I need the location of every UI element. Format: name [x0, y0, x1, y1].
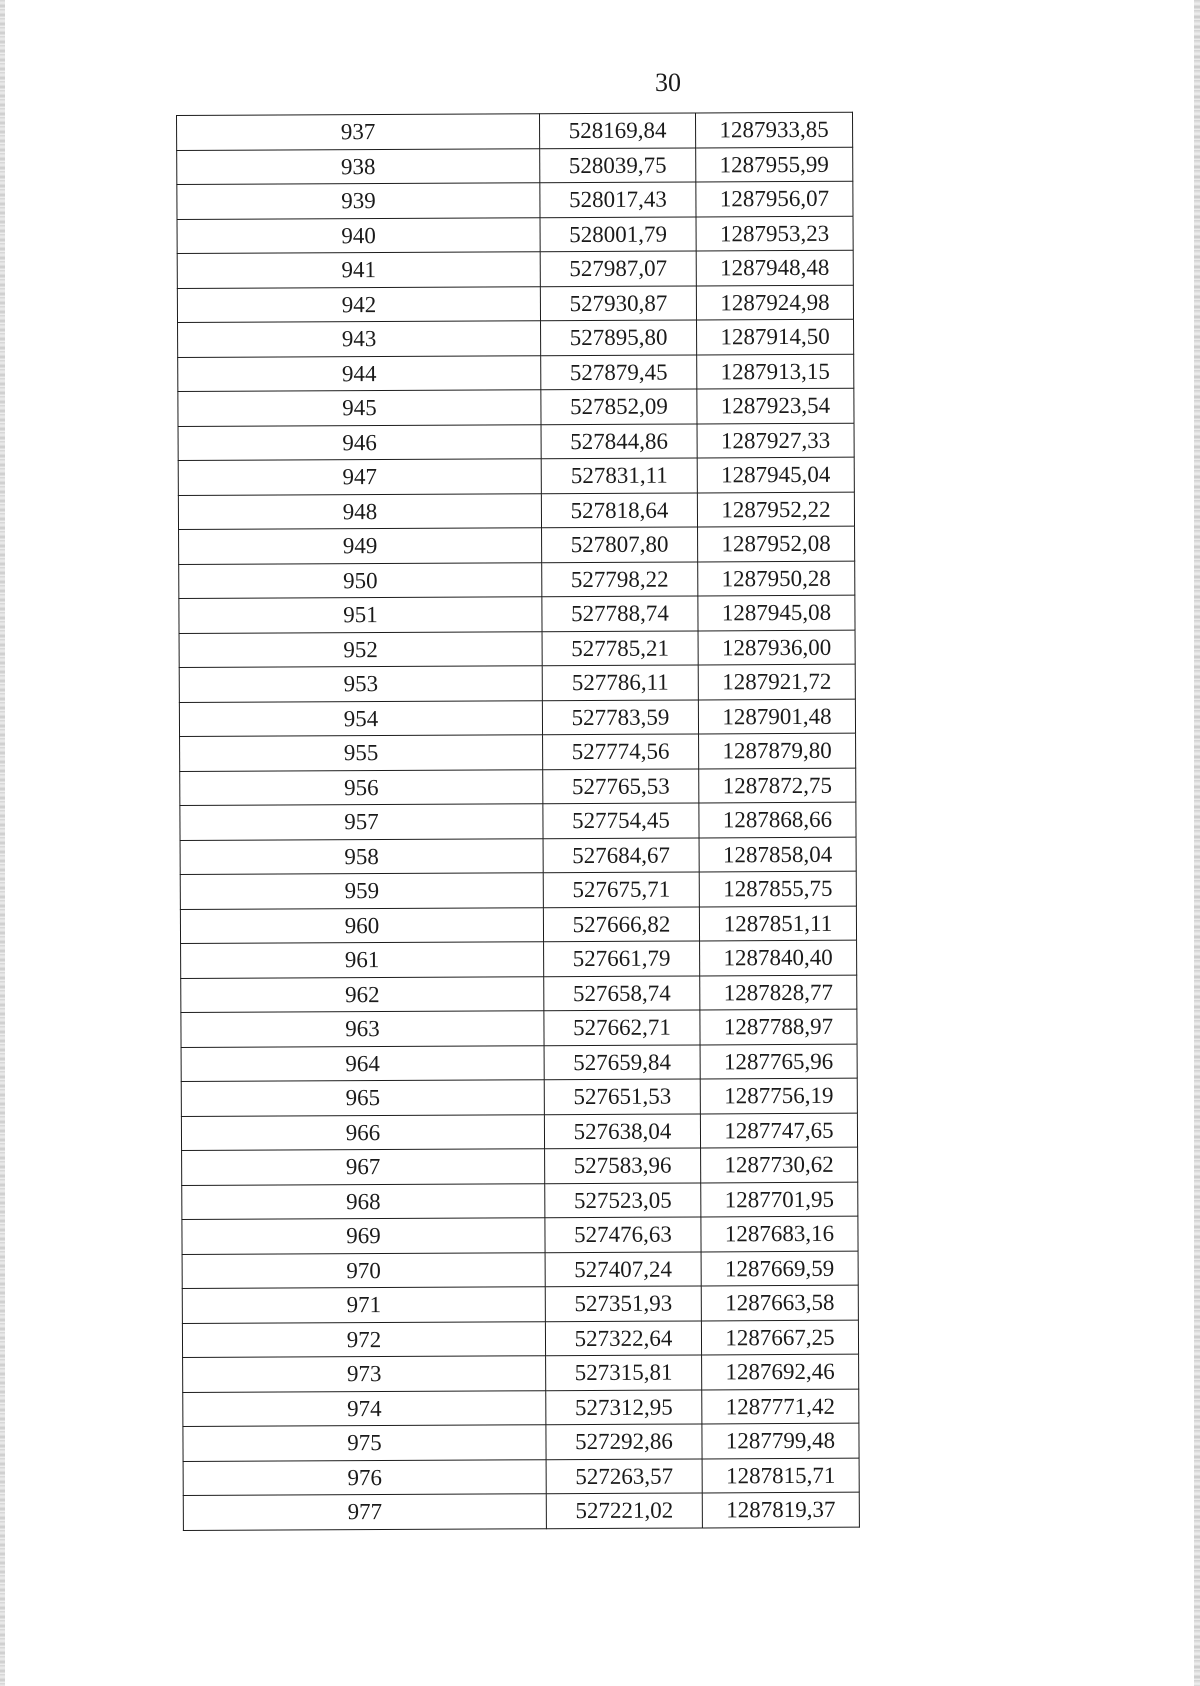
- x-coordinate-cell: 527675,71: [543, 872, 699, 907]
- x-coordinate-cell: 527774,56: [543, 734, 699, 769]
- table-row: [182, 1251, 858, 1289]
- point-number-cell: 947: [178, 459, 541, 495]
- point-number-cell: 944: [178, 355, 541, 391]
- table-row: [179, 699, 855, 737]
- table-row: [181, 1078, 857, 1116]
- point-number-cell: 965: [181, 1080, 544, 1116]
- point-number-cell: 943: [178, 321, 541, 357]
- x-coordinate-cell: 527312,95: [546, 1389, 702, 1424]
- y-coordinate-cell: 1287956,07: [696, 181, 853, 216]
- x-coordinate-cell: 527292,86: [546, 1424, 702, 1459]
- x-coordinate-cell: 527783,59: [542, 699, 698, 734]
- table-row: [183, 1458, 859, 1496]
- table-row: [183, 1492, 859, 1530]
- point-number-cell: 937: [177, 114, 540, 150]
- point-number-cell: 949: [179, 528, 542, 564]
- y-coordinate-cell: 1287855,75: [699, 871, 856, 906]
- y-coordinate-cell: 1287953,23: [696, 216, 853, 251]
- x-coordinate-cell: 527807,80: [542, 527, 698, 562]
- x-coordinate-cell: 527666,82: [543, 906, 699, 941]
- table-row: [181, 975, 857, 1013]
- y-coordinate-cell: 1287913,15: [697, 354, 854, 389]
- table-row: [181, 940, 857, 978]
- y-coordinate-cell: 1287851,11: [699, 906, 856, 941]
- table-row: [179, 561, 855, 599]
- point-number-cell: 973: [183, 1356, 546, 1392]
- y-coordinate-cell: 1287747,65: [700, 1113, 857, 1148]
- x-coordinate-cell: 527638,04: [544, 1113, 700, 1148]
- x-coordinate-cell: 527879,45: [541, 354, 697, 389]
- x-coordinate-cell: 527987,07: [540, 251, 696, 286]
- y-coordinate-cell: 1287936,00: [698, 630, 855, 665]
- point-number-cell: 955: [180, 735, 543, 771]
- y-coordinate-cell: 1287933,85: [695, 112, 852, 147]
- y-coordinate-cell: 1287921,72: [698, 664, 855, 699]
- y-coordinate-cell: 1287950,28: [698, 561, 855, 596]
- y-coordinate-cell: 1287872,75: [699, 768, 856, 803]
- table-row: [178, 492, 854, 530]
- y-coordinate-cell: 1287701,95: [701, 1182, 858, 1217]
- y-coordinate-cell: 1287788,97: [700, 1009, 857, 1044]
- x-coordinate-cell: 527818,64: [541, 492, 697, 527]
- point-number-cell: 945: [178, 390, 541, 426]
- coordinates-table-body: [177, 112, 860, 1530]
- table-row: [180, 871, 856, 909]
- y-coordinate-cell: 1287663,58: [701, 1285, 858, 1320]
- table-row: [180, 733, 856, 771]
- table-row: [178, 423, 854, 461]
- y-coordinate-cell: 1287828,77: [700, 975, 857, 1010]
- x-coordinate-cell: 527221,02: [546, 1493, 702, 1528]
- x-coordinate-cell: 527852,09: [541, 389, 697, 424]
- scan-edge-right: [1194, 0, 1200, 1686]
- point-number-cell: 957: [180, 804, 543, 840]
- point-number-cell: 966: [181, 1114, 544, 1150]
- x-coordinate-cell: 527476,63: [545, 1217, 701, 1252]
- x-coordinate-cell: 527662,71: [544, 1010, 700, 1045]
- point-number-cell: 951: [179, 597, 542, 633]
- point-number-cell: 959: [180, 873, 543, 909]
- point-number-cell: 969: [182, 1218, 545, 1254]
- point-number-cell: 964: [181, 1045, 544, 1081]
- x-coordinate-cell: 527263,57: [546, 1458, 702, 1493]
- y-coordinate-cell: 1287923,54: [697, 388, 854, 423]
- x-coordinate-cell: 527659,84: [544, 1044, 700, 1079]
- table-row: [177, 250, 853, 288]
- table-row: [182, 1182, 858, 1220]
- point-number-cell: 948: [178, 493, 541, 529]
- y-coordinate-cell: 1287945,08: [698, 595, 855, 630]
- y-coordinate-cell: 1287692,46: [702, 1354, 859, 1389]
- x-coordinate-cell: 527322,64: [545, 1320, 701, 1355]
- x-coordinate-cell: 527930,87: [540, 285, 696, 320]
- point-number-cell: 976: [183, 1459, 546, 1495]
- table-row: [180, 802, 856, 840]
- point-number-cell: 972: [182, 1321, 545, 1357]
- x-coordinate-cell: 527661,79: [544, 941, 700, 976]
- point-number-cell: 970: [182, 1252, 545, 1288]
- x-coordinate-cell: 527786,11: [542, 665, 698, 700]
- x-coordinate-cell: 527785,21: [542, 630, 698, 665]
- x-coordinate-cell: 527788,74: [542, 596, 698, 631]
- y-coordinate-cell: 1287955,99: [696, 147, 853, 182]
- point-number-cell: 963: [181, 1011, 544, 1047]
- x-coordinate-cell: 528001,79: [540, 216, 696, 251]
- y-coordinate-cell: 1287815,71: [702, 1458, 859, 1493]
- table-row: [179, 630, 855, 668]
- x-coordinate-cell: 527651,53: [544, 1079, 700, 1114]
- point-number-cell: 938: [177, 148, 540, 184]
- y-coordinate-cell: 1287819,37: [702, 1492, 859, 1527]
- point-number-cell: 941: [177, 252, 540, 288]
- table-row: [181, 1044, 857, 1082]
- x-coordinate-cell: 527523,05: [545, 1182, 701, 1217]
- table-row: [179, 664, 855, 702]
- table-row: [183, 1389, 859, 1427]
- x-coordinate-cell: 528039,75: [540, 147, 696, 182]
- point-number-cell: 954: [179, 700, 542, 736]
- x-coordinate-cell: 527765,53: [543, 768, 699, 803]
- y-coordinate-cell: 1287879,80: [699, 733, 856, 768]
- table-row: [180, 837, 856, 875]
- y-coordinate-cell: 1287683,16: [701, 1216, 858, 1251]
- page-number: 30: [655, 68, 681, 97]
- y-coordinate-cell: 1287730,62: [701, 1147, 858, 1182]
- y-coordinate-cell: 1287858,04: [699, 837, 856, 872]
- point-number-cell: 968: [182, 1183, 545, 1219]
- y-coordinate-cell: 1287948,48: [696, 250, 853, 285]
- y-coordinate-cell: 1287945,04: [697, 457, 854, 492]
- point-number-cell: 962: [181, 976, 544, 1012]
- table-row: [178, 388, 854, 426]
- y-coordinate-cell: 1287927,33: [697, 423, 854, 458]
- table-row: [179, 595, 855, 633]
- table-row: [177, 147, 853, 185]
- x-coordinate-cell: 528017,43: [540, 182, 696, 217]
- x-coordinate-cell: 527658,74: [544, 975, 700, 1010]
- point-number-cell: 958: [180, 838, 543, 874]
- point-number-cell: 960: [180, 907, 543, 943]
- table-row: [178, 354, 854, 392]
- table-row: [183, 1354, 859, 1392]
- point-number-cell: 971: [182, 1287, 545, 1323]
- table-row: [177, 112, 853, 150]
- y-coordinate-cell: 1287667,25: [701, 1320, 858, 1355]
- x-coordinate-cell: 527844,86: [541, 423, 697, 458]
- point-number-cell: 953: [179, 666, 542, 702]
- x-coordinate-cell: 527684,67: [543, 837, 699, 872]
- y-coordinate-cell: 1287765,96: [700, 1044, 857, 1079]
- table-row: [180, 906, 856, 944]
- table-row: [182, 1320, 858, 1358]
- table-row: [182, 1216, 858, 1254]
- y-coordinate-cell: 1287901,48: [698, 699, 855, 734]
- y-coordinate-cell: 1287771,42: [702, 1389, 859, 1424]
- x-coordinate-cell: 527798,22: [542, 561, 698, 596]
- table-row: [182, 1285, 858, 1323]
- table-row: [182, 1147, 858, 1185]
- point-number-cell: 974: [183, 1390, 546, 1426]
- table-row: [181, 1113, 857, 1151]
- table-row: [178, 319, 854, 357]
- x-coordinate-cell: 527583,96: [545, 1148, 701, 1183]
- table-row: [179, 526, 855, 564]
- x-coordinate-cell: 527754,45: [543, 803, 699, 838]
- y-coordinate-cell: 1287756,19: [700, 1078, 857, 1113]
- table-row: [181, 1009, 857, 1047]
- scan-edge-left: [0, 0, 5, 1686]
- x-coordinate-cell: 527351,93: [545, 1286, 701, 1321]
- table-row: [183, 1423, 859, 1461]
- y-coordinate-cell: 1287924,98: [696, 285, 853, 320]
- y-coordinate-cell: 1287952,08: [698, 526, 855, 561]
- table-row: [178, 457, 854, 495]
- x-coordinate-cell: 527407,24: [545, 1251, 701, 1286]
- point-number-cell: 940: [177, 217, 540, 253]
- x-coordinate-cell: 527831,11: [541, 458, 697, 493]
- table-row: [180, 768, 856, 806]
- point-number-cell: 942: [177, 286, 540, 322]
- y-coordinate-cell: 1287952,22: [697, 492, 854, 527]
- table-row: [177, 181, 853, 219]
- y-coordinate-cell: 1287868,66: [699, 802, 856, 837]
- y-coordinate-cell: 1287840,40: [700, 940, 857, 975]
- point-number-cell: 977: [183, 1494, 546, 1530]
- y-coordinate-cell: 1287669,59: [701, 1251, 858, 1286]
- y-coordinate-cell: 1287914,50: [697, 319, 854, 354]
- point-number-cell: 961: [181, 942, 544, 978]
- x-coordinate-cell: 527895,80: [541, 320, 697, 355]
- point-number-cell: 975: [183, 1425, 546, 1461]
- table-row: [177, 216, 853, 254]
- point-number-cell: 939: [177, 183, 540, 219]
- y-coordinate-cell: 1287799,48: [702, 1423, 859, 1458]
- x-coordinate-cell: 528169,84: [539, 113, 695, 148]
- table-row: [177, 285, 853, 323]
- point-number-cell: 950: [179, 562, 542, 598]
- point-number-cell: 956: [180, 769, 543, 805]
- point-number-cell: 967: [182, 1149, 545, 1185]
- point-number-cell: 952: [179, 631, 542, 667]
- point-number-cell: 946: [178, 424, 541, 460]
- coordinates-table: [176, 112, 860, 1531]
- x-coordinate-cell: 527315,81: [546, 1355, 702, 1390]
